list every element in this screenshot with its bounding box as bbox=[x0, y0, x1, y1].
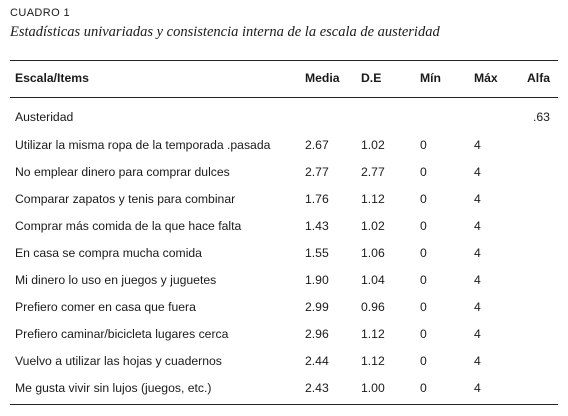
item-max: 4 bbox=[474, 381, 481, 395]
item-de: 1.02 bbox=[361, 138, 385, 152]
header-max: Máx bbox=[474, 71, 498, 85]
table-row bbox=[0, 381, 568, 401]
item-min: 0 bbox=[420, 354, 427, 368]
table-caption: Estadísticas univariadas y consistencia interna de la escala de austeridad bbox=[10, 24, 440, 40]
item-media: 1.55 bbox=[305, 246, 329, 260]
table-row bbox=[0, 192, 568, 212]
table-row bbox=[0, 246, 568, 266]
item-media: 2.67 bbox=[305, 138, 329, 152]
table-row bbox=[0, 138, 568, 158]
item-label: Vuelvo a utilizar las hojas y cuadernos bbox=[15, 354, 222, 368]
item-label: Mi dinero lo uso en juegos y juguetes bbox=[15, 273, 217, 287]
item-label: Comparar zapatos y tenis para combinar bbox=[15, 192, 236, 206]
item-min: 0 bbox=[420, 192, 427, 206]
item-de: 1.04 bbox=[361, 273, 385, 287]
table-row bbox=[0, 327, 568, 347]
item-max: 4 bbox=[474, 273, 481, 287]
item-label: Prefiero comer en casa que fuera bbox=[15, 300, 196, 314]
item-media: 2.99 bbox=[305, 300, 329, 314]
item-label: Prefiero caminar/bicicleta lugares cerca bbox=[15, 327, 229, 341]
item-min: 0 bbox=[420, 219, 427, 233]
item-media: 1.76 bbox=[305, 192, 329, 206]
item-min: 0 bbox=[420, 273, 427, 287]
item-de: 1.12 bbox=[361, 327, 385, 341]
table-row bbox=[0, 354, 568, 374]
item-de: 0.96 bbox=[361, 300, 385, 314]
table-number: CUADRO 1 bbox=[10, 7, 71, 19]
group-row-austeridad bbox=[0, 110, 568, 130]
item-de: 1.06 bbox=[361, 246, 385, 260]
header-min: Mín bbox=[420, 71, 441, 85]
header-alfa: Alfa bbox=[527, 71, 551, 85]
item-de: 1.12 bbox=[361, 192, 385, 206]
item-min: 0 bbox=[420, 138, 427, 152]
header-de: D.E bbox=[361, 71, 382, 85]
item-de: 2.77 bbox=[361, 165, 385, 179]
item-media: 2.43 bbox=[305, 381, 329, 395]
item-min: 0 bbox=[420, 327, 427, 341]
bottom-rule bbox=[10, 404, 558, 405]
item-media: 2.77 bbox=[305, 165, 329, 179]
item-media: 1.43 bbox=[305, 219, 329, 233]
item-max: 4 bbox=[474, 138, 481, 152]
table-row bbox=[0, 300, 568, 320]
item-max: 4 bbox=[474, 354, 481, 368]
item-media: 2.44 bbox=[305, 354, 329, 368]
top-rule bbox=[10, 60, 558, 61]
table-row bbox=[0, 219, 568, 239]
item-max: 4 bbox=[474, 165, 481, 179]
header-media: Media bbox=[305, 71, 340, 85]
item-de: 1.00 bbox=[361, 381, 385, 395]
header-escala-items: Escala/Items bbox=[15, 71, 89, 85]
item-label: No emplear dinero para comprar dulces bbox=[15, 165, 230, 179]
item-max: 4 bbox=[474, 300, 481, 314]
table-row bbox=[0, 273, 568, 293]
item-min: 0 bbox=[420, 300, 427, 314]
item-max: 4 bbox=[474, 327, 481, 341]
item-max: 4 bbox=[474, 219, 481, 233]
item-de: 1.02 bbox=[361, 219, 385, 233]
item-max: 4 bbox=[474, 246, 481, 260]
item-label: En casa se compra mucha comida bbox=[15, 246, 202, 260]
item-media: 1.90 bbox=[305, 273, 329, 287]
item-media: 2.96 bbox=[305, 327, 329, 341]
header-rule bbox=[10, 97, 558, 98]
group-label: Austeridad bbox=[15, 110, 74, 124]
item-min: 0 bbox=[420, 165, 427, 179]
group-alfa: .63 bbox=[533, 110, 550, 124]
item-label: Comprar más comida de la que hace falta bbox=[15, 219, 242, 233]
item-max: 4 bbox=[474, 192, 481, 206]
item-de: 1.12 bbox=[361, 354, 385, 368]
item-label: Me gusta vivir sin lujos (juegos, etc.) bbox=[15, 381, 212, 395]
item-min: 0 bbox=[420, 246, 427, 260]
item-label: Utilizar la misma ropa de la temporada .pasada bbox=[15, 138, 271, 152]
table-row bbox=[0, 165, 568, 185]
item-min: 0 bbox=[420, 381, 427, 395]
